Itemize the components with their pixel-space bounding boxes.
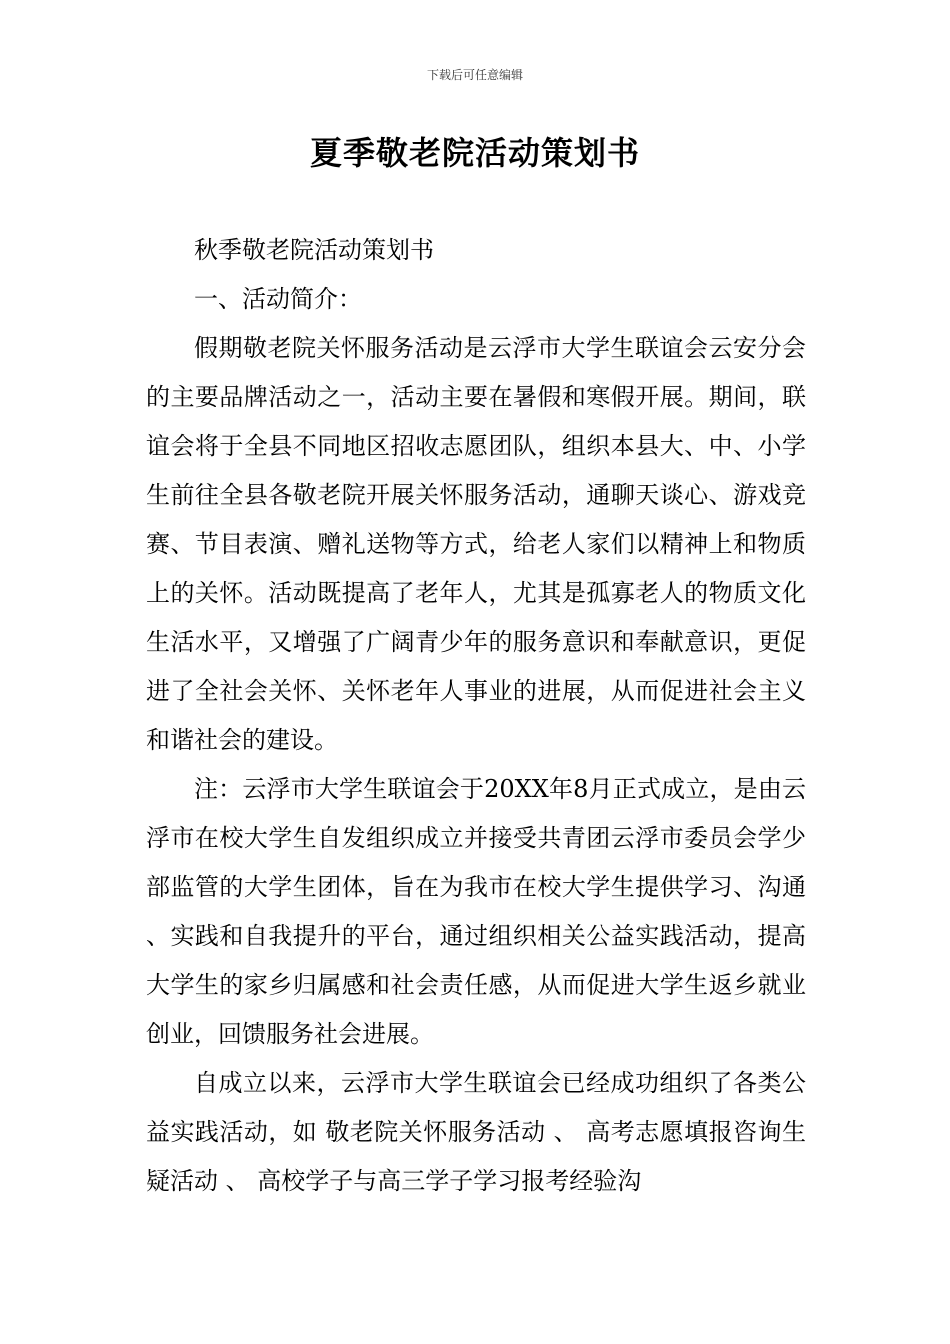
paragraph-note: 注：云浮市大学生联谊会于20XX年8月正式成立，是由云浮市在校大学生自发组织成立并接受共青团云浮市委员会学少部监管的大学生团体，旨在为我市在校大学生提供学习、沟通、实践和自我提升的平台，通过组织相关公益实践活动，提高大学生的家乡归属感和社会责任感，从而促进大学生返乡就业创业，回馈服务社会进展。 <box>146 775 806 1048</box>
paragraph-intro: 假期敬老院关怀服务活动是云浮市大学生联谊会云安分会的主要品牌活动之一，活动主要在暑假和寒假开展。期间，联谊会将于全县不同地区招收志愿团队，组织本县大、中、小学生前往全县各敬老院开展关怀服务活动，通聊天谈心、游戏竞赛、节目表演、赠礼送物等方式，给老人家们以精神上和物质上的关怀。活动既提高了老年人，尤其是孤寡老人的物质文化生活水平，又增强了广阔青少年的服务意识和奉献意识，更促进了全社会关怀、关怀老年人事业的进展，从而促进社会主义和谐社会的建设。 <box>146 334 806 754</box>
paragraph-section-heading: 一、活动简介： <box>194 285 362 313</box>
header-note: 下载后可任意编辑 <box>426 68 523 82</box>
document-title: 夏季敬老院活动策划书 <box>309 134 640 172</box>
paragraph-subtitle: 秋季敬老院活动策划书 <box>194 236 434 264</box>
paragraph-history: 自成立以来，云浮市大学生联谊会已经成功组织了各类公益实践活动，如 敬老院关怀服务活动 、 高考志愿填报咨询生疑活动 、 高校学子与高三学子学习报考经验沟 <box>146 1069 806 1195</box>
document-body <box>146 226 806 1206</box>
